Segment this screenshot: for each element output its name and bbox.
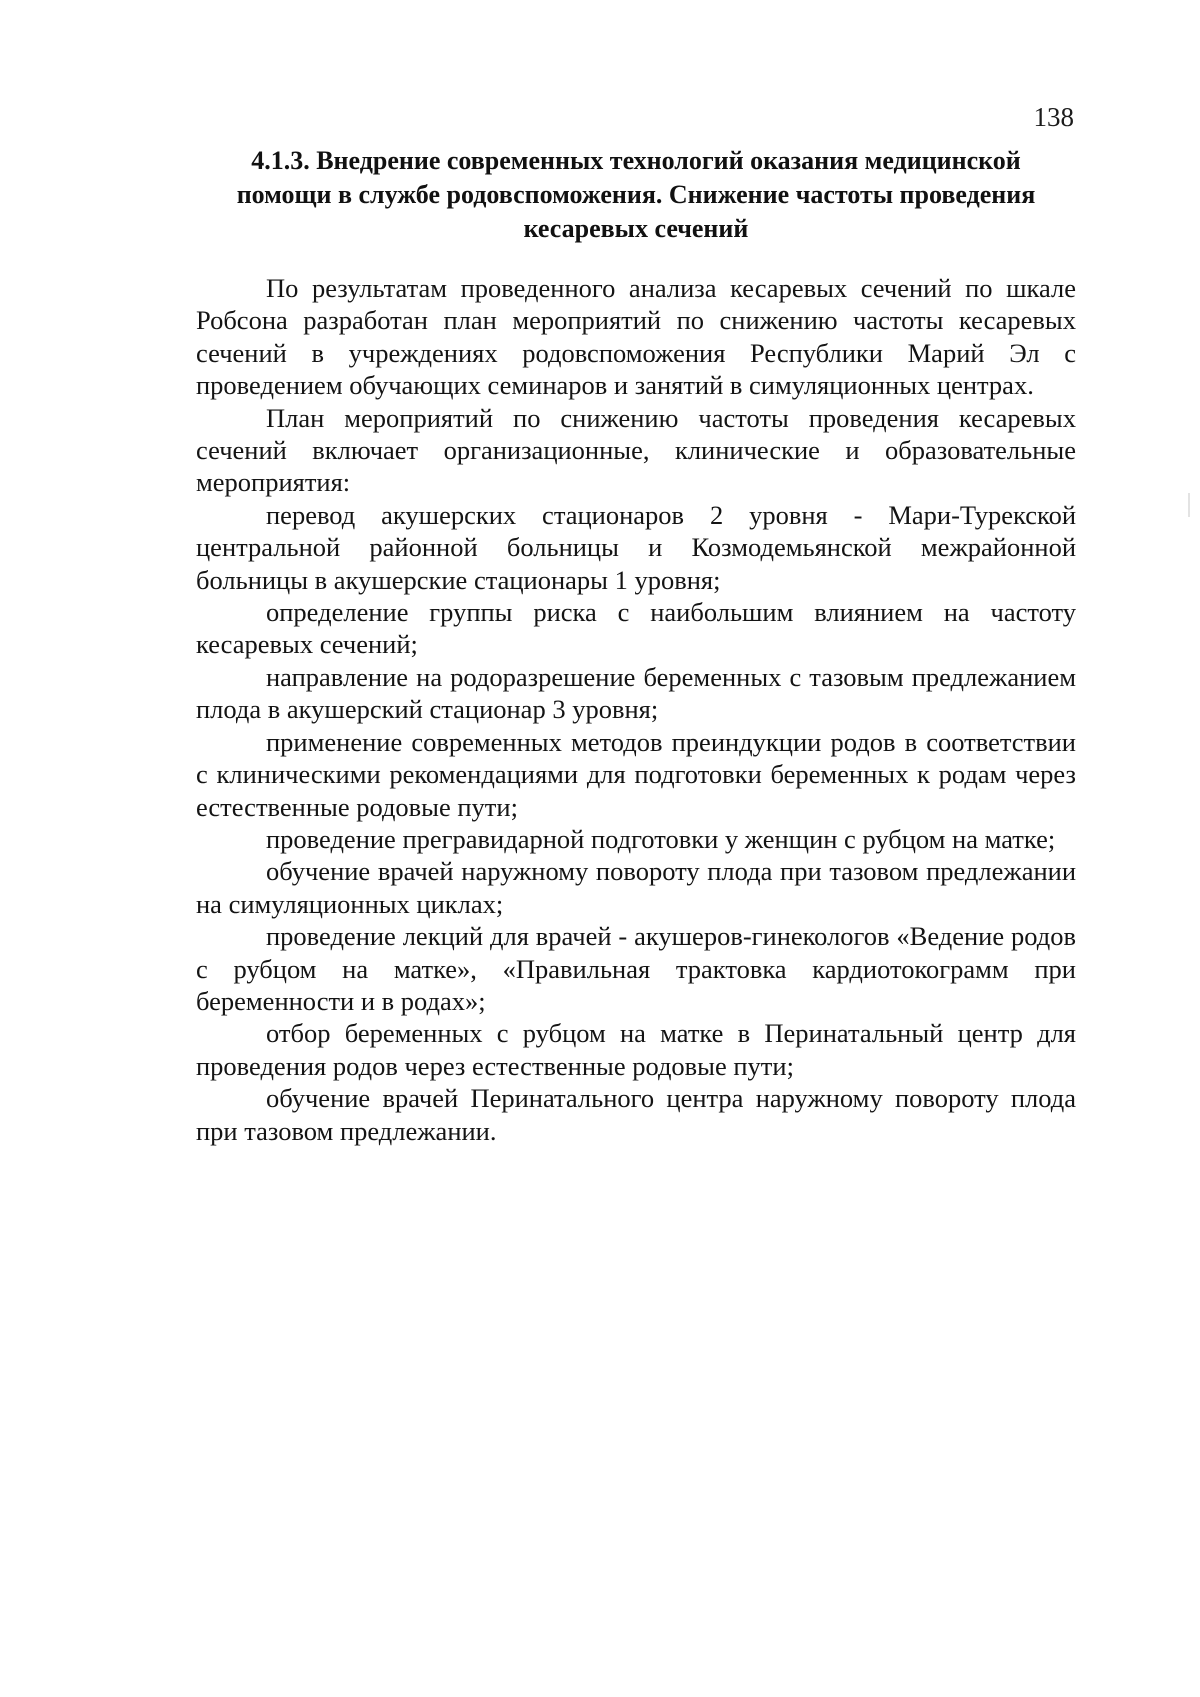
paragraph-intro: По результатам проведенного анализа кесаревых сечений по шкале Робсона разработан план мероприятий по снижению частоты кесаревых сечений в учреждениях родовспоможения Республики Марий Эл с проведением обучающих семинаров и занятий в симуляционных центрах. [196, 273, 1076, 401]
section-heading-line: помощи в службе родовспоможения. Снижение частоты проведения [236, 180, 1036, 209]
measure-item: применение современных методов преиндукции родов в соответствии с клиническими рекомендациями для подготовки беременных к родам через естественные родовые пути; [196, 726, 1076, 822]
page-number: 138 [1033, 102, 1074, 132]
measure-item: отбор беременных с рубцом на матке в Перинатальный центр для проведения родов через естественные родовые пути; [196, 1018, 1076, 1081]
scan-artifact-mark [1188, 493, 1190, 517]
measure-item: определение группы риска с наибольшим влиянием на частоту кесаревых сечений; [196, 597, 1076, 660]
measure-item: перевод акушерских стационаров 2 уровня - Мари-Турекской центральной районной больницы и Козмодемьянской межрайонной больницы в акушерские стационары 1 уровня; [196, 499, 1076, 595]
section-heading [196, 144, 1076, 246]
paragraph-plan: План мероприятий по снижению частоты проведения кесаревых сечений включает организационные, клинические и образовательные мероприятия: [196, 402, 1076, 498]
measure-item: проведение лекций для врачей - акушеров-гинекологов «Ведение родов с рубцом на матке», «Правильная трактовка кардиотокограмм при беременности и в родах»; [196, 921, 1076, 1016]
measure-item: обучение врачей Перинатального центра наружному повороту плода при тазовом предлежании. [196, 1083, 1076, 1146]
measure-item: обучение врачей наружному повороту плода при тазовом предлежании на симуляционных циклах; [196, 856, 1076, 919]
section-heading-line: 4.1.3. Внедрение современных технологий оказания медицинской [251, 146, 1021, 175]
measure-item: проведение прегравидарной подготовки у женщин с рубцом на матке; [266, 823, 1056, 854]
document-body [196, 272, 1076, 1147]
section-heading-line: кесаревых сечений [523, 214, 749, 243]
measure-item: направление на родоразрешение беременных с тазовым предлежанием плода в акушерский стационар 3 уровня; [196, 661, 1076, 725]
